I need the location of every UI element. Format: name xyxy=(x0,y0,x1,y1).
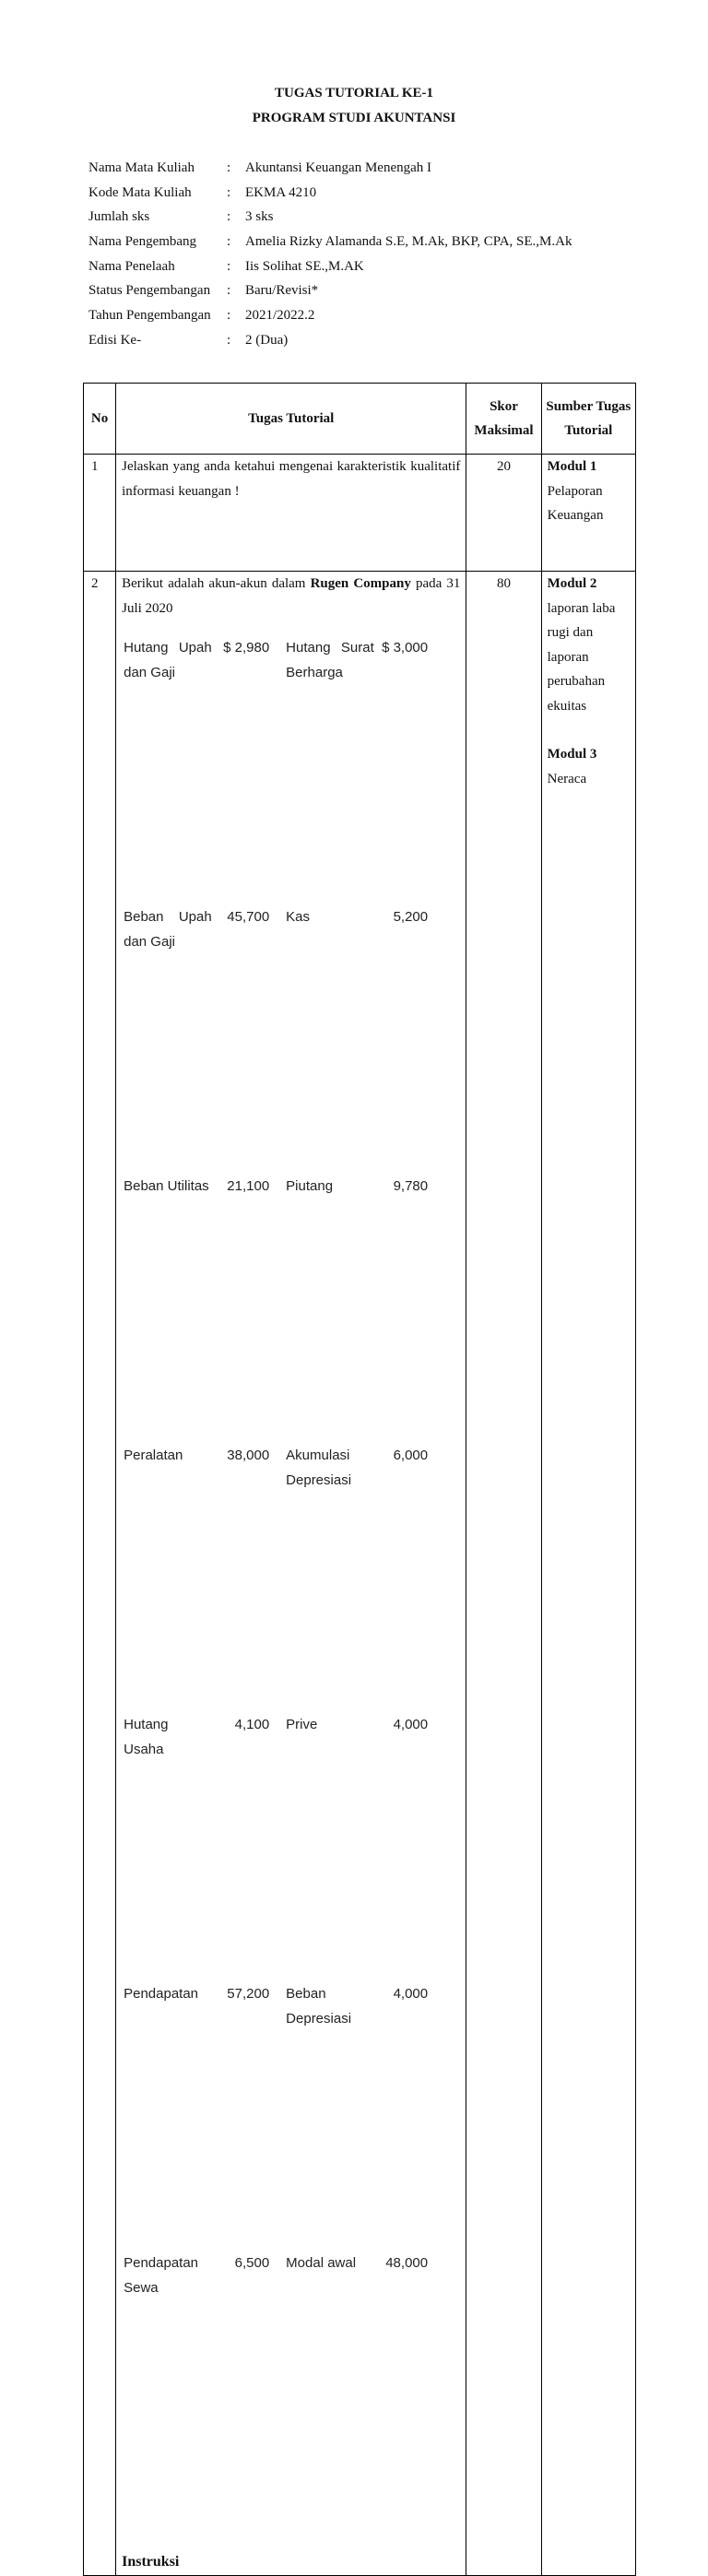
account-amount: $ 2,980 xyxy=(223,640,270,656)
row-number: 1 xyxy=(84,455,116,572)
task-text-end: pada 31 Juli 2020 xyxy=(122,576,461,616)
info-value: 2021/2022.2 xyxy=(245,308,315,324)
row-number: 2 xyxy=(84,572,116,2576)
account-name: Hutang Upah dan Gaji xyxy=(124,640,212,680)
account-name: Kas xyxy=(286,909,311,925)
account-row xyxy=(124,1175,428,1444)
account-name: Beban Upah dan Gaji xyxy=(124,909,212,950)
module-description: laporan laba rugi dan laporan perubahan ekuitas xyxy=(547,600,616,714)
account-row xyxy=(124,1713,428,1982)
info-colon: : xyxy=(227,209,231,225)
max-score: 80 xyxy=(466,572,541,2576)
info-value: 3 sks xyxy=(245,209,274,225)
account-amount: $ 3,000 xyxy=(382,640,429,656)
task-text xyxy=(122,572,460,620)
info-label: Nama Mata Kuliah xyxy=(88,160,195,175)
account-name: Beban Utilitas xyxy=(124,1178,209,1194)
account-amount: 4,100 xyxy=(234,1717,270,1732)
task-text-start: Berikut adalah akun-akun dalam xyxy=(122,576,311,591)
account-name: Piutang xyxy=(286,1178,334,1194)
info-value: 2 (Dua) xyxy=(245,332,289,348)
account-name: Peralatan xyxy=(124,1448,183,1463)
info-colon: : xyxy=(227,258,231,274)
info-value: Baru/Revisi* xyxy=(245,283,319,299)
account-name: Beban Depresiasi xyxy=(286,1986,352,2027)
table-header-row xyxy=(84,384,636,455)
header-task: Tugas Tutorial xyxy=(116,384,466,455)
account-amount: 57,200 xyxy=(227,1986,270,2002)
info-colon: : xyxy=(227,283,231,299)
info-value: Iis Solihat SE.,M.AK xyxy=(245,258,364,274)
header-source: Sumber Tugas Tutorial xyxy=(541,384,635,455)
account-amount: 4,000 xyxy=(393,1717,429,1732)
instruction-heading: Instruksi xyxy=(122,2554,180,2570)
table-row xyxy=(84,455,636,572)
account-amount: 6,000 xyxy=(393,1448,429,1463)
account-amount: 38,000 xyxy=(227,1448,270,1463)
account-name: Modal awal xyxy=(286,2255,357,2271)
account-amount: 21,100 xyxy=(227,1178,270,1194)
info-colon: : xyxy=(227,160,231,175)
info-value: Akuntansi Keuangan Menengah I xyxy=(245,160,432,175)
account-amount: 9,780 xyxy=(393,1178,429,1194)
account-amount: 45,700 xyxy=(227,909,270,925)
info-label: Tahun Pengembangan xyxy=(88,308,211,324)
info-label: Nama Pengembang xyxy=(88,234,197,250)
info-label: Status Pengembangan xyxy=(88,283,211,299)
account-row xyxy=(124,2251,428,2521)
info-label: Edisi Ke- xyxy=(88,332,142,348)
info-label: Kode Mata Kuliah xyxy=(88,184,192,200)
account-row xyxy=(124,1444,428,1713)
account-name: Akumulasi Depresiasi xyxy=(286,1448,352,1488)
info-label: Nama Penelaah xyxy=(88,258,175,274)
info-colon: : xyxy=(227,184,231,200)
account-name: Hutang Surat Berharga xyxy=(286,640,374,680)
header-no: No xyxy=(84,384,116,455)
account-name: Hutang Usaha xyxy=(124,1717,169,1757)
info-value: EKMA 4210 xyxy=(245,184,317,200)
account-amount: 5,200 xyxy=(393,909,429,925)
info-colon: : xyxy=(227,308,231,324)
tutorial-table xyxy=(83,383,636,2576)
document-title: TUGAS TUTORIAL KE-1 xyxy=(275,86,433,100)
module-title: Modul 3 xyxy=(547,747,597,762)
max-score: 20 xyxy=(466,455,541,572)
account-row xyxy=(124,1982,428,2251)
module-description: Neraca xyxy=(547,771,587,786)
company-name: Rugen Company xyxy=(310,576,411,591)
accounts-table xyxy=(124,636,428,2521)
account-row xyxy=(124,905,428,1175)
account-name: Pendapatan Sewa xyxy=(124,2255,199,2296)
table-row xyxy=(84,572,636,2576)
info-label: Jumlah sks xyxy=(88,209,150,225)
account-amount: 4,000 xyxy=(393,1986,429,2002)
account-amount: 48,000 xyxy=(385,2255,429,2271)
module-title: Modul 2 xyxy=(547,576,597,591)
source-cell xyxy=(541,572,635,2576)
info-colon: : xyxy=(227,234,231,250)
module-description: Pelaporan Keuangan xyxy=(547,483,604,523)
program-title: PROGRAM STUDI AKUNTANSI xyxy=(252,111,456,125)
account-name: Prive xyxy=(286,1717,318,1732)
account-row xyxy=(124,636,428,905)
module-title: Modul 1 xyxy=(547,459,597,474)
task-cell xyxy=(116,572,466,2576)
header-score: Skor Maksimal xyxy=(466,384,541,455)
info-value: Amelia Rizky Alamanda S.E, M.Ak, BKP, CPA, SE.,M.Ak xyxy=(245,234,572,250)
account-name: Pendapatan xyxy=(124,1986,199,2002)
source-cell xyxy=(541,455,635,572)
task-text: Jelaskan yang anda ketahui mengenai karakteristik kualitatif informasi keuangan ! xyxy=(116,455,466,572)
account-amount: 6,500 xyxy=(234,2255,270,2271)
info-colon: : xyxy=(227,332,231,348)
